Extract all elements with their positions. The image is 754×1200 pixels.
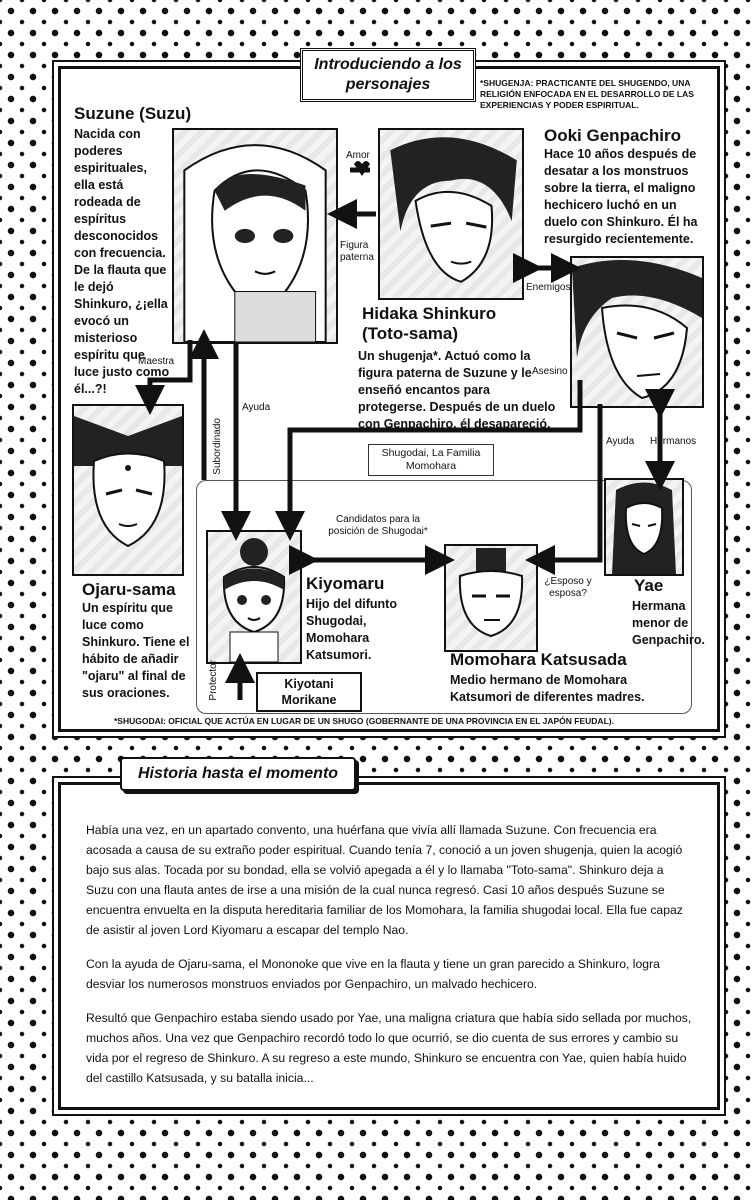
genpachiro-illustration <box>572 258 702 406</box>
label-asesino: Asesino <box>532 366 568 377</box>
story-text <box>86 820 692 1102</box>
suzune-name: Suzune (Suzu) <box>74 104 192 123</box>
label-enemigos: Enemigos <box>526 282 571 293</box>
story-paragraph: Había una vez, en un apartado convento, una huérfana que vivía allí llamada Suzune. Con frecuencia era acosada a causa de su extraño poder espiritual. Cuando tenía 7, conoció a un joven shugenja, quien la acogió bajo sus alas. Tocada por su bondad, ella se volvió apegada a él y lo llamaba "Toto-sama". Shinkuro deja a Suzu con una flauta antes de irse a una misión de la cual nunca regresó. Casi 10 años después Suzune se encuentra envuelta en la disputa hereditaria familiar de los Momohara, la familia shugodai local. Ella fue capaz de asistir al joven Lord Kiyomaru a escapar del templo Nao. <box>86 823 683 937</box>
shinkuro-portrait <box>378 128 524 300</box>
label-amor: Amor <box>346 150 370 161</box>
shugodai-note: *SHUGODAI: OFICIAL QUE ACTÚA EN LUGAR DE UN SHUGO (GOBERNANTE DE UNA PROVINCIA EN EL JAPÓN FEUDAL). <box>114 716 614 726</box>
shinkuro-desc: Un shugenja*. Actuó como la figura paterna de Suzune y le enseñó encantos para protegerse. Después de un duelo con Genpachiro, él desapareció. <box>358 349 556 431</box>
ojaru-illustration <box>74 406 182 574</box>
yae-illustration <box>606 480 682 574</box>
story-paragraph: Resultó que Genpachiro estaba siendo usado por Yae, una maligna criatura que había sido sellada por muchos, muchos años. Una vez que Genpachiro recordó todo lo que ocurrió, se dio cuenta de sus errores y cambio su vida por el regreso de Shinkuro. A su regreso a este mundo, Shinkuro se encuentra con Yae, quien había huido del castillo Katsusada, y su batalla inicia... <box>86 1011 692 1085</box>
kiyomaru-desc: Hijo del difunto Shugodai, Momohara Katsumori. <box>306 597 397 662</box>
genpachiro-desc: Hace 10 años después de desatar a los monstruos sobre la tierra, el maligno hechicero luchó en un duelo con Shinkuro. Él ha resurgido recientemente. <box>544 147 698 246</box>
label-subordinado: Subordinado <box>212 418 223 475</box>
label-ayuda-suzune: Ayuda <box>242 402 271 413</box>
label-ayuda-yae: Ayuda <box>606 436 635 447</box>
yae-name: Yae <box>634 576 664 595</box>
genpachiro-portrait <box>570 256 704 408</box>
ojaru-desc: Un espíritu que luce como Shinkuro. Tiene el hábito de añadir "ojaru" al final de sus oraciones. <box>82 601 190 700</box>
shinkuro-name: Hidaka Shinkuro (Toto-sama) <box>362 304 497 343</box>
story-paragraph: Con la ayuda de Ojaru-sama, el Mononoke que vive en la flauta y tiene un gran parecido a Shinkuro, logra desviar los numerosos monstruos enviados por Genpachiro, un malvado hechicero. <box>86 957 660 991</box>
label-hermanos: Hermanos <box>650 436 697 447</box>
kiyomaru-name: Kiyomaru <box>306 574 385 593</box>
suzune-portrait <box>172 128 338 344</box>
label-maestra: Maestra <box>138 356 175 367</box>
label-candidatos: Candidatos para la posición de Shugodai* <box>328 514 428 537</box>
genpachiro-name: Ooki Genpachiro <box>544 126 681 145</box>
ojaru-name: Ojaru-sama <box>82 580 176 599</box>
suzune-illustration <box>174 130 336 342</box>
yae-portrait <box>604 478 684 576</box>
morikane-box: Kiyotani Morikane <box>256 672 362 712</box>
ojaru-portrait <box>72 404 184 576</box>
story-title: Historia hasta el momento <box>120 757 356 791</box>
katsusada-desc: Medio hermano de Momohara Katsumori de diferentes madres. <box>450 673 645 704</box>
panel-title-text: Introduciendo a los personajes <box>314 56 462 93</box>
momohara-group-label: Shugodai, La Familia Momohara <box>368 444 494 476</box>
katsusada-portrait <box>444 544 538 652</box>
shugenja-note: *SHUGENJA: PRACTICANTE DEL SHUGENDO, UNA RELIGIÓN ENFOCADA EN EL DESARROLLO DE LAS EXPERIENCIAS Y PODER ESPIRITUAL. <box>480 78 694 110</box>
shinkuro-illustration <box>380 130 522 298</box>
panel-title <box>300 48 476 102</box>
label-esposo: ¿Esposo y esposa? <box>544 576 592 599</box>
label-figura-paterna: Figura paterna <box>340 240 374 263</box>
katsusada-illustration <box>446 546 536 650</box>
yae-desc: Hermana menor de Genpachiro. <box>632 599 705 647</box>
label-protector: Protector <box>208 660 219 701</box>
katsusada-name: Momohara Katsusada <box>450 650 627 669</box>
suzune-desc: Nacida con poderes espirituales, ella está rodeada de espíritus desconocidos con frecuencia. De la flauta que le dejó Shinkuro, ¿¡ella evocó un misterioso espíritu que luce justo como él...?! <box>74 127 170 396</box>
